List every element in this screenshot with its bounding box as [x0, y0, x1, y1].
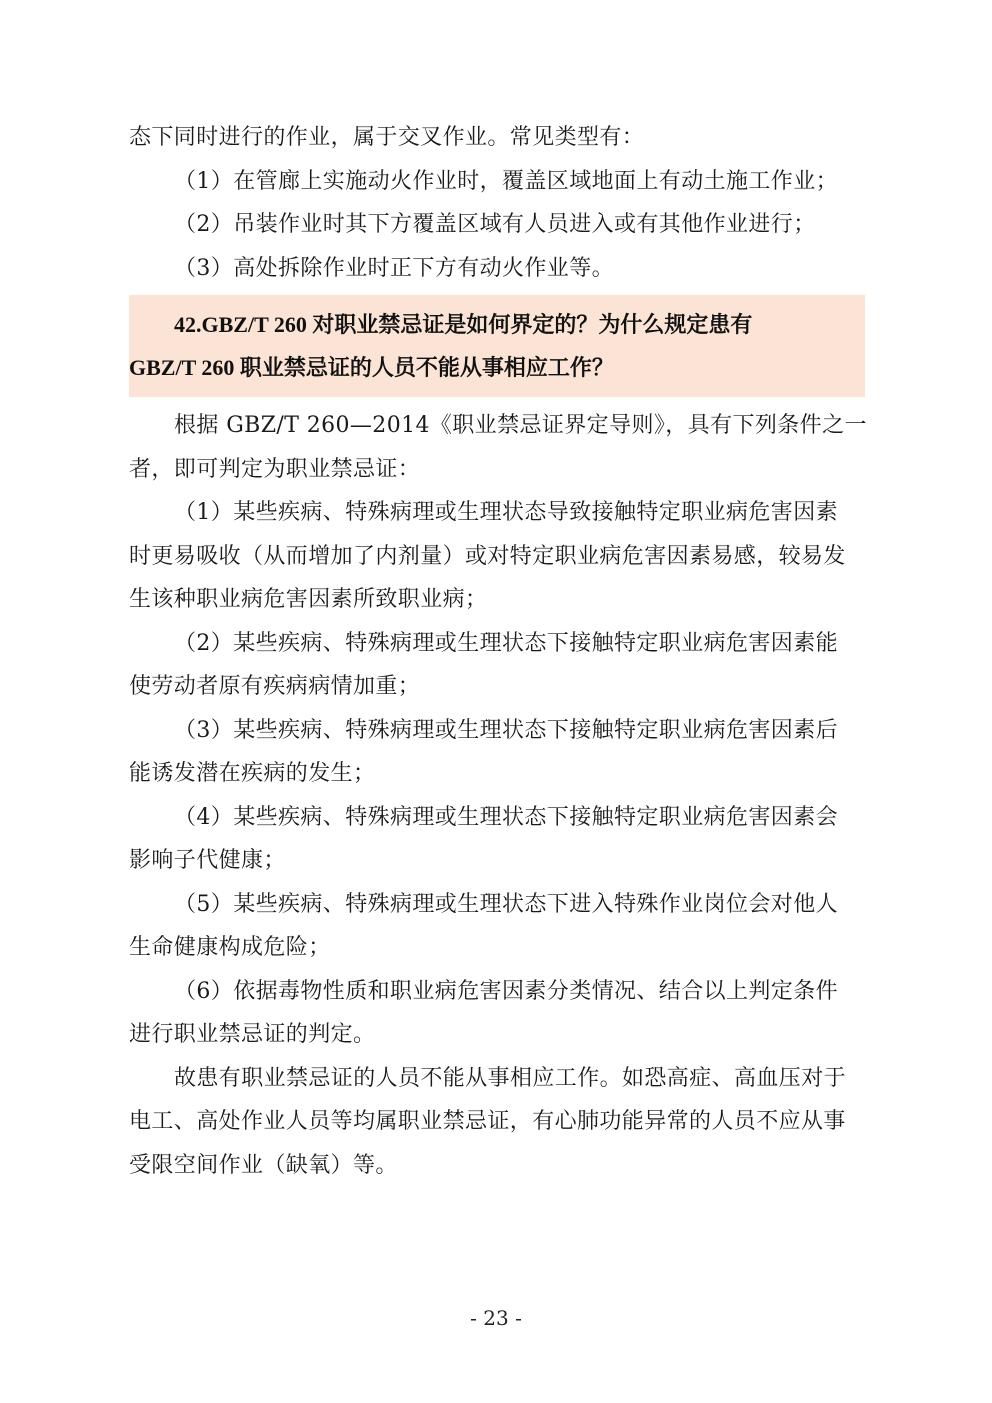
intro-item: （3）高处拆除作业时正下方有动火作业等。 [174, 255, 614, 281]
conclusion-line: 受限空间作业（缺氧）等。 [129, 1152, 398, 1178]
condition-line: （6）依据毒物性质和职业病危害因素分类情况、结合以上判定条件 [174, 978, 838, 1004]
condition-line: 能诱发潜在疾病的发生； [129, 761, 376, 786]
answer-lead: 根据 GBZ/T 260—2014《职业禁忌证界定导则》，具有下列条件之一 [174, 413, 867, 438]
condition-line: 生该种职业病危害因素所致职业病； [129, 587, 488, 612]
condition-line: 使劳动者原有疾病病情加重； [129, 674, 421, 699]
condition-line: 进行职业禁忌证的判定。 [129, 1022, 376, 1047]
conclusion-line: 电工、高处作业人员等均属职业禁忌证，有心肺功能异常的人员不应从事 [129, 1109, 846, 1134]
page-content [129, 116, 865, 1187]
condition-line: （4）某些疾病、特殊病理或生理状态下接触特定职业病危害因素会 [174, 804, 838, 830]
question-heading-line: 42.GBZ/T 260 对职业禁忌证是如何界定的？为什么规定患有 [174, 312, 753, 337]
intro-item: （1）在管廊上实施动火作业时，覆盖区域地面上有动土施工作业； [174, 168, 838, 194]
question-heading-line: GBZ/T 260 职业禁忌证的人员不能从事相应工作？ [129, 355, 614, 380]
condition-line: 生命健康构成危险； [129, 935, 331, 960]
condition-line: （2）某些疾病、特殊病理或生理状态下接触特定职业病危害因素能 [174, 630, 838, 656]
condition-line: （5）某些疾病、特殊病理或生理状态下进入特殊作业岗位会对他人 [174, 891, 838, 917]
intro-continuation: 态下同时进行的作业，属于交叉作业。常见类型有： [129, 125, 645, 150]
answer-lead: 者，即可判定为职业禁忌证： [129, 456, 421, 482]
page-number: - 23 - [470, 1306, 522, 1330]
condition-line: 影响子代健康； [129, 848, 286, 873]
intro-item: （2）吊装作业时其下方覆盖区域有人员进入或有其他作业进行； [174, 212, 816, 237]
condition-line: 时更易吸收（从而增加了内剂量）或对特定职业病危害因素易感，较易发 [129, 543, 846, 569]
question-heading [129, 295, 865, 397]
condition-line: （3）某些疾病、特殊病理或生理状态下接触特定职业病危害因素后 [174, 717, 838, 743]
condition-line: （1）某些疾病、特殊病理或生理状态导致接触特定职业病危害因素 [174, 500, 838, 525]
conclusion-line: 故患有职业禁忌证的人员不能从事相应工作。如恐高症、高血压对于 [174, 1065, 847, 1091]
